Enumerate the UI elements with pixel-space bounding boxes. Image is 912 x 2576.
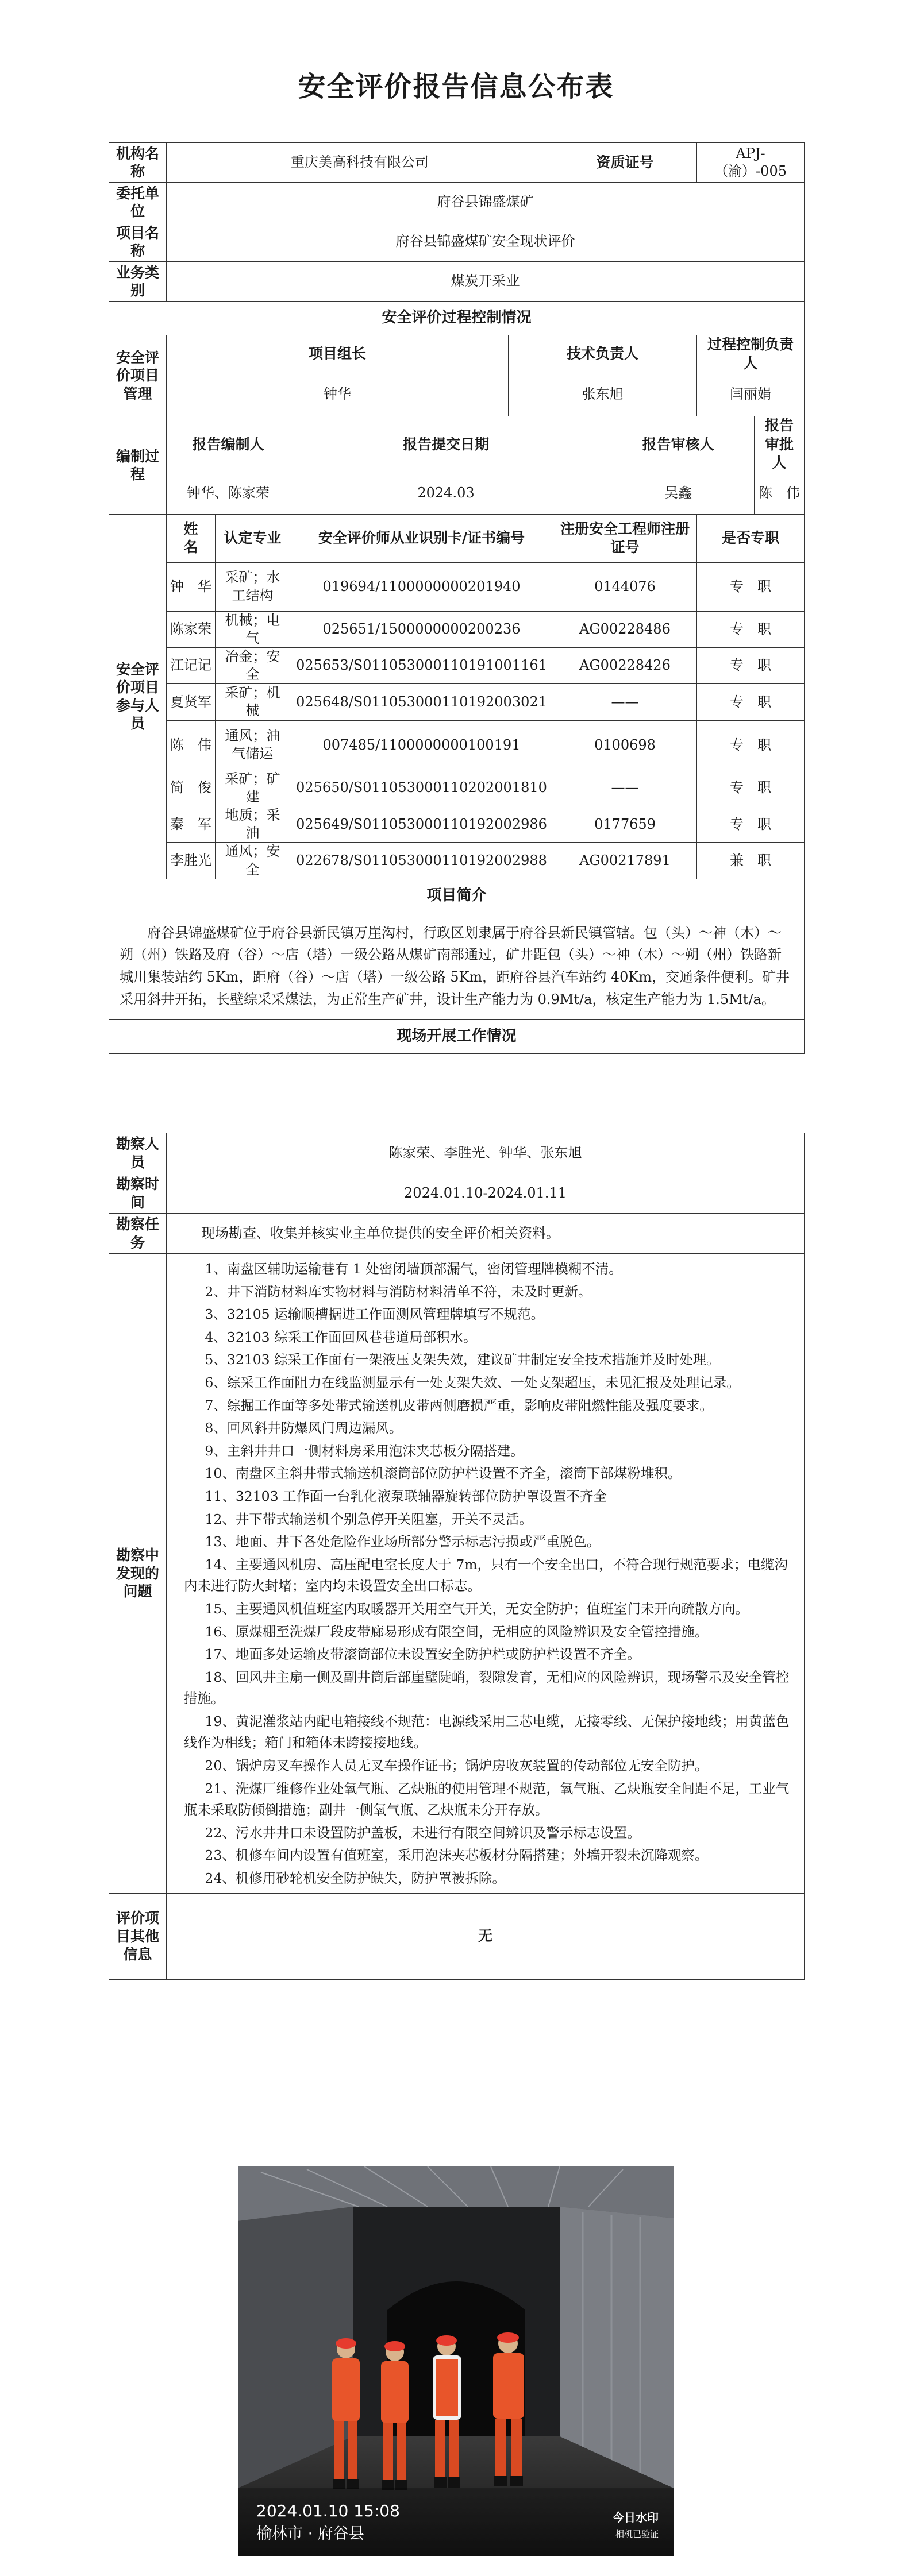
staff-cert: 022678/S011053000110192002988 [290, 843, 553, 879]
site-photo [238, 2166, 674, 2556]
reviewer-label: 报告审核人 [602, 416, 755, 473]
cert-no: APJ-（渝）-005 [697, 143, 805, 183]
org-name: 重庆美高科技有限公司 [167, 143, 553, 183]
staff-specialty: 通风；油气储运 [216, 720, 290, 770]
staff-engineer: AG00228486 [553, 611, 697, 647]
surveyors-label: 勘察人员 [109, 1133, 167, 1173]
table-row [109, 720, 805, 770]
table-row [109, 770, 805, 806]
staff-specialty: 采矿；水工结构 [216, 562, 290, 611]
staff-cert: 025649/S011053000110192002986 [290, 806, 553, 843]
task-label: 勘察任务 [109, 1214, 167, 1254]
staff-cert: 019694/1100000000201940 [290, 562, 553, 611]
staff-engineer: 0144076 [553, 562, 697, 611]
list-item: 8、回风斜井防爆风门周边漏风。 [205, 1420, 403, 1436]
list-item: 15、主要通风机值班室内取暖器开关用空气开关，无安全防护；值班室门未开向疏散方向。 [205, 1600, 749, 1617]
time-label: 勘察时间 [109, 1173, 167, 1214]
staff-specialty: 采矿；矿建 [216, 770, 290, 806]
staff-fulltime: 专 职 [697, 611, 805, 647]
staff-fulltime: 专 职 [697, 684, 805, 720]
control-value: 闫丽娟 [697, 373, 805, 416]
list-item: 6、综采工作面阻力在线监测显示有一处支架失效、一处支架超压，未见汇报及处理记录。 [205, 1374, 740, 1391]
list-item: 21、洗煤厂维修作业处氧气瓶、乙炔瓶的使用管理不规范，氧气瓶、乙炔瓶安全间距不足，工业气瓶未采取防倾倒措施；副井一侧氧气瓶、乙炔瓶未分开存放。 [184, 1780, 790, 1818]
table-row [109, 647, 805, 683]
staff-cert: 025653/S011053000110191001161 [290, 647, 553, 683]
staff-name: 陈家荣 [167, 611, 216, 647]
fieldwork-table [109, 1133, 805, 1980]
approver-label: 报告审批人 [755, 416, 805, 473]
staff-name: 陈 伟 [167, 720, 216, 770]
issues-label: 勘察中发现的问题 [109, 1254, 167, 1894]
list-item: 18、回风井主扇一侧及副井筒后部崖壁陡峭，裂隙发育，无相应的风险辨识，现场警示及安全管控措施。 [184, 1669, 790, 1707]
table-row [109, 843, 805, 879]
staff-fulltime: 专 职 [697, 562, 805, 611]
list-item: 5、32103 综采工作面有一架液压支架失效，建议矿井制定安全技术措施并及时处理。 [205, 1351, 720, 1368]
staff-header-fulltime: 是否专职 [697, 514, 805, 562]
staff-name: 简 俊 [167, 770, 216, 806]
staff-fulltime: 专 职 [697, 647, 805, 683]
staff-cert: 007485/1100000000100191 [290, 720, 553, 770]
leader-label: 项目组长 [167, 335, 509, 373]
staff-specialty: 机械；电气 [216, 611, 290, 647]
intro-section-title: 项目简介 [109, 879, 805, 913]
staff-header-cert: 安全评价师从业识别卡/证书编号 [290, 514, 553, 562]
staff-header-name: 姓 名 [167, 514, 216, 562]
staff-fulltime: 专 职 [697, 770, 805, 806]
tech-label: 技术负责人 [509, 335, 697, 373]
list-item: 23、机修车间内设置有值班室，采用泡沫夹芯板材分隔搭建；外墙开裂未沉降观察。 [205, 1847, 709, 1864]
intro-text: 府谷县锦盛煤矿位于府谷县新民镇万崖沟村，行政区划隶属于府谷县新民镇管辖。包（头）～神（木）～朔（州）铁路及府（谷）～店（塔）一级公路从煤矿南部通过，矿井距包（头）～神（木）～朔（州）铁路新城川集装站约 5Km，距府（谷）～店（塔）一级公路 5Km，距府谷县汽车站约 40Km，交通条件便利。矿井采用斜井开拓，长壁综采采煤法，为正常生产矿井，设计生产能力为 0.9Mt/a，核定生产能力为 1.5Mt/a。 [109, 913, 805, 1019]
table-row [109, 684, 805, 720]
project-label: 项目名称 [109, 222, 167, 262]
reviewer-value: 吴鑫 [602, 473, 755, 514]
list-item: 17、地面多处运输皮带滚筒部位未设置安全防护栏或防护栏设置不齐全。 [205, 1646, 641, 1663]
table-row [109, 806, 805, 843]
table-row [109, 562, 805, 611]
issues-list [167, 1254, 805, 1894]
client-label: 委托单位 [109, 183, 167, 222]
photo-location: 榆林市 · 府谷县 [256, 2525, 364, 2543]
list-item: 11、32103 工作面一台乳化液泵联轴器旋转部位防护罩设置不齐全 [205, 1488, 607, 1504]
fieldwork-section-title: 现场开展工作情况 [109, 1019, 805, 1053]
surveyors-value: 陈家荣、李胜光、钟华、张东旭 [167, 1133, 805, 1173]
staff-specialty: 冶金；安全 [216, 647, 290, 683]
control-label: 过程控制负责人 [697, 335, 805, 373]
page-title: 安全评价报告信息公布表 [298, 71, 614, 103]
project-value: 府谷县锦盛煤矿安全现状评价 [167, 222, 805, 262]
photo-timestamp: 2024.01.10 15:08 [256, 2501, 400, 2520]
time-value: 2024.01.10-2024.01.11 [167, 1173, 805, 1214]
table-row [109, 611, 805, 647]
list-item: 7、综掘工作面等多处带式输送机皮带两侧磨损严重，影响皮带阻燃性能及强度要求。 [205, 1397, 713, 1413]
other-label: 评价项目其他信息 [109, 1893, 167, 1979]
staff-name: 钟 华 [167, 562, 216, 611]
staff-header-specialty: 认定专业 [216, 514, 290, 562]
list-item: 4、32103 综采工作面回风巷巷道局部积水。 [205, 1328, 477, 1345]
staff-cert: 025651/1500000000200236 [290, 611, 553, 647]
submit-date-value: 2024.03 [290, 473, 602, 514]
list-item: 9、主斜井井口一侧材料房采用泡沫夹芯板分隔搭建。 [205, 1442, 524, 1459]
staff-engineer: 0100698 [553, 720, 697, 770]
staff-specialty: 地质；采油 [216, 806, 290, 843]
photo-watermark-sub: 相机已验证 [615, 2529, 659, 2539]
staff-engineer: 0177659 [553, 806, 697, 843]
org-label: 机构名称 [109, 143, 167, 183]
preparer-label: 报告编制人 [167, 416, 290, 473]
staff-cert: 025650/S011053000110202001810 [290, 770, 553, 806]
mgmt-label: 安全评价项目管理 [109, 335, 167, 416]
list-item: 10、南盘区主斜井带式输送机滚筒部位防护栏设置不齐全，滚筒下部煤粉堆积。 [205, 1465, 682, 1482]
submit-date-label: 报告提交日期 [290, 416, 602, 473]
list-item: 3、32105 运输顺槽据进工作面测风管理牌填写不规范。 [205, 1306, 545, 1323]
staff-fulltime: 兼 职 [697, 843, 805, 879]
business-label: 业务类别 [109, 262, 167, 302]
staff-engineer: AG00217891 [553, 843, 697, 879]
staff-header-engineer: 注册安全工程师注册证号 [553, 514, 697, 562]
staff-cert: 025648/S011053000110192003021 [290, 684, 553, 720]
site-photo-illustration [238, 2166, 674, 2556]
business-value: 煤炭开采业 [167, 262, 805, 302]
staff-engineer: —— [553, 770, 697, 806]
list-item: 12、井下带式输送机个别急停开关阻塞，开关不灵活。 [205, 1511, 533, 1527]
preparer-value: 钟华、陈家荣 [167, 473, 290, 514]
staff-specialty: 通风；安全 [216, 843, 290, 879]
approver-value: 陈 伟 [755, 473, 805, 514]
list-item: 16、原煤棚至洗煤厂段皮带廊易形成有限空间，无相应的风险辨识及安全管控措施。 [205, 1623, 709, 1640]
staff-name: 江记记 [167, 647, 216, 683]
staff-engineer: —— [553, 684, 697, 720]
staff-fulltime: 专 职 [697, 720, 805, 770]
staff-fulltime: 专 职 [697, 806, 805, 843]
photo-watermark: 今日水印 [613, 2511, 659, 2524]
staff-name: 秦 军 [167, 806, 216, 843]
staff-name: 夏贤军 [167, 684, 216, 720]
list-item: 24、机修用砂轮机安全防护缺失，防护罩被拆除。 [205, 1870, 506, 1887]
other-value: 无 [167, 1893, 805, 1979]
list-item: 14、主要通风机房、高压配电室长度大于 7m，只有一个安全出口，不符合现行规范要求；电缆沟内未进行防火封堵；室内均未设置安全出口标志。 [184, 1556, 788, 1594]
list-item: 22、污水井井口未设置防护盖板，未进行有限空间辨识及警示标志设置。 [205, 1824, 641, 1841]
client-value: 府谷县锦盛煤矿 [167, 183, 805, 222]
list-item: 1、南盘区辅助运输巷有 1 处密闭墙顶部漏气，密闭管理牌模糊不清。 [205, 1261, 622, 1277]
tech-value: 张东旭 [509, 373, 697, 416]
task-value: 现场勘查、收集并核实业主单位提供的安全评价相关资料。 [167, 1214, 805, 1254]
info-table [109, 142, 805, 1054]
list-item: 20、锅炉房叉车操作人员无叉车操作证书；锅炉房收灰装置的传动部位无安全防护。 [205, 1758, 709, 1774]
list-item: 2、井下消防材料库实物材料与消防材料清单不符，未及时更新。 [205, 1283, 592, 1300]
list-item: 19、黄泥灌浆站内配电箱接线不规范：电源线采用三芯电缆，无接零线、无保护接地线；用黄蓝色线作为相线；箱门和箱体未跨接接地线。 [184, 1713, 790, 1751]
staff-specialty: 采矿；机械 [216, 684, 290, 720]
staff-name: 李胜光 [167, 843, 216, 879]
process-section-title: 安全评价过程控制情况 [109, 302, 805, 335]
cert-label: 资质证号 [553, 143, 697, 183]
list-item: 13、地面、井下各处危险作业场所部分警示标志污损或严重脱色。 [205, 1534, 601, 1550]
prep-label: 编制过程 [109, 416, 167, 515]
leader-value: 钟华 [167, 373, 509, 416]
staff-label: 安全评价项目参与人员 [109, 514, 167, 879]
staff-engineer: AG00228426 [553, 647, 697, 683]
